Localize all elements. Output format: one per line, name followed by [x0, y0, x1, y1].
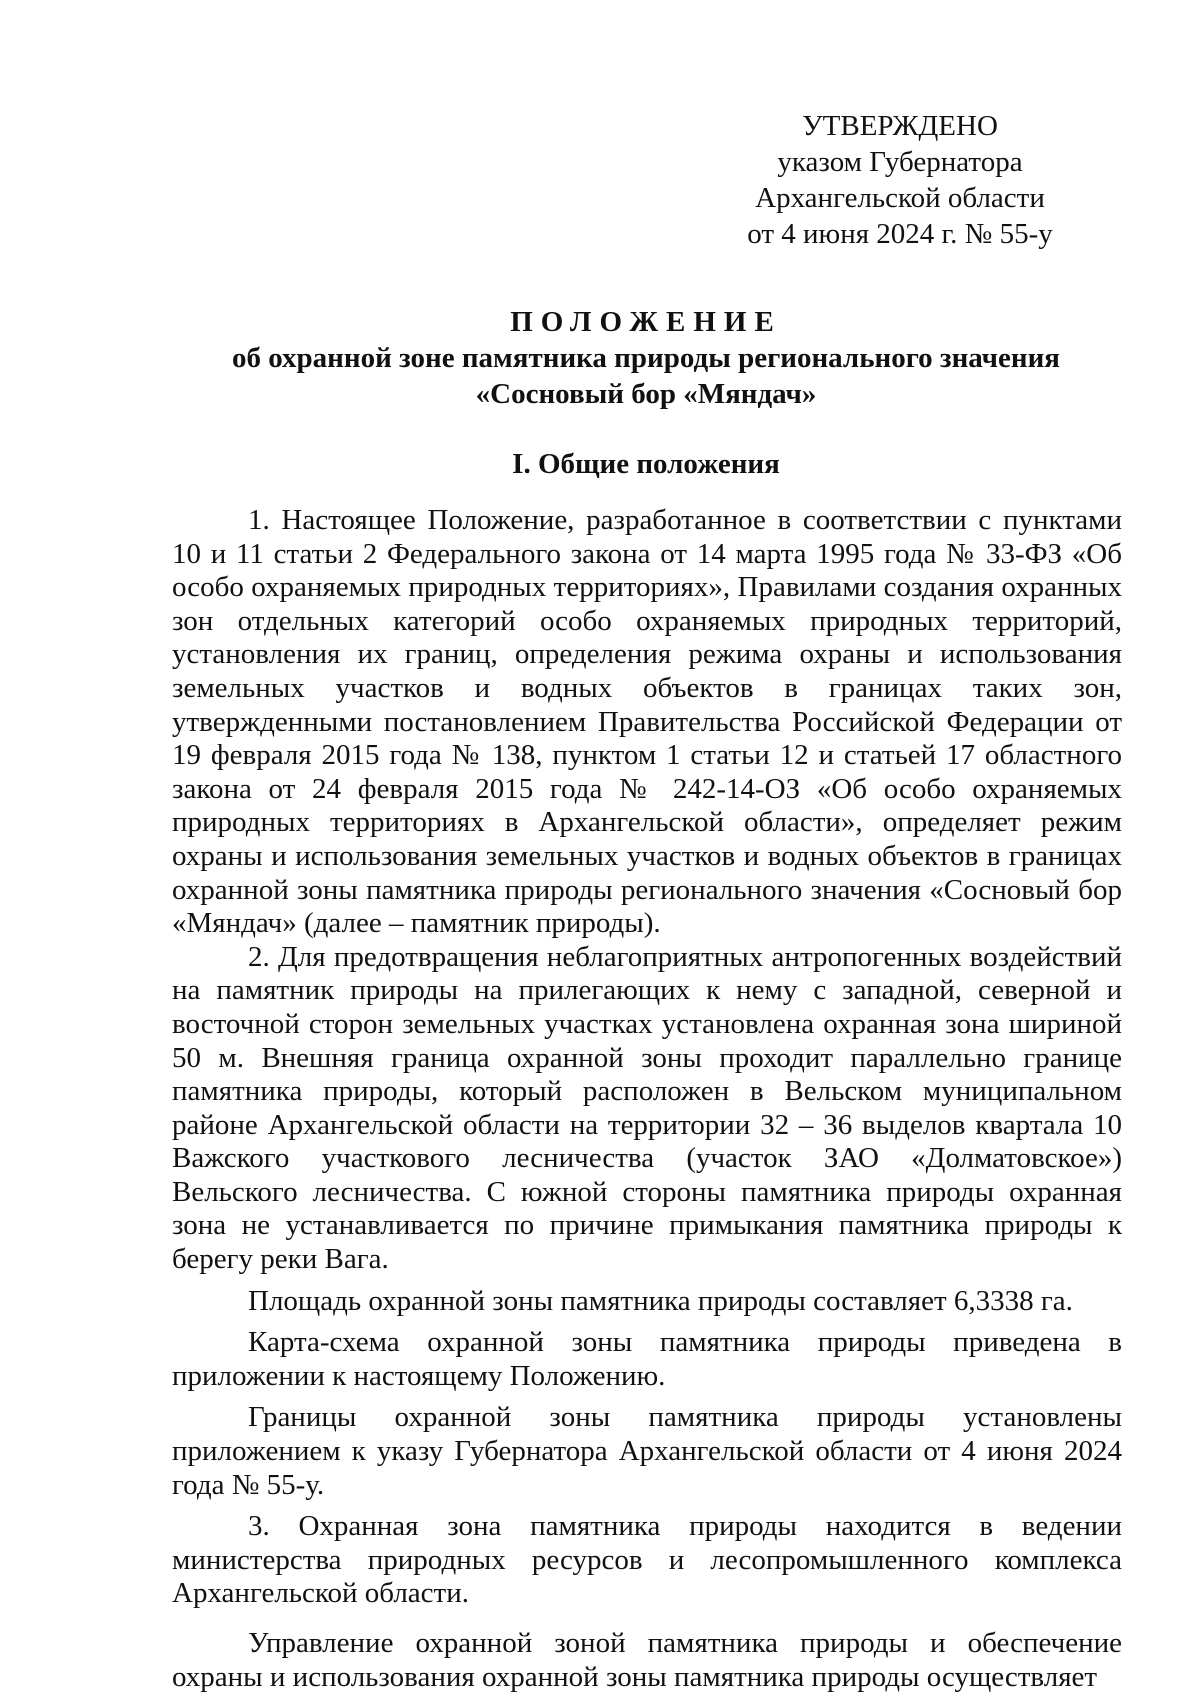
approval-authority: указом Губернатора [777, 146, 1023, 178]
document-title [170, 304, 1122, 412]
approval-region: Архангельской области [755, 182, 1045, 214]
paragraph-map: Карта-схема охранной зоны памятника природы приведена в приложении к настоящему Положению. [172, 1326, 1122, 1392]
paragraph-boundaries: Границы охранной зоны памятника природы установлены приложением к указу Губернатора Архангельской области от 4 июня 2024 года № 55-у. [172, 1401, 1122, 1501]
approval-stamp [730, 108, 1070, 252]
paragraph-2: 2. Для предотвращения неблагоприятных антропогенных воздействий на памятник природы на прилегающих к нему с западной, северной и восточной сторон земельных участках установлена охранная зона шириной 50 м. Внешняя граница охранной зоны проходит параллельно границе памятника природы, который расположен в Вельском муниципальном районе Архангельской области на территории 32 – 36 выделов квартала 10 Важского участкового лесничества (участок ЗАО «Долматовское») Вельского лесничества. С южной стороны памятника природы охранная зона не устанавливается по причине примыкания памятника природы к берегу реки Вага. [172, 940, 1122, 1276]
document-body [172, 504, 1122, 1694]
paragraph-3: 3. Охранная зона памятника природы находится в ведении министерства природных ресурсов и лесопромышленного комплекса Архангельской области. [172, 1510, 1122, 1610]
approval-status: УТВЕРЖДЕНО [802, 110, 998, 142]
paragraph-area: Площадь охранной зоны памятника природы составляет 6,3338 га. [248, 1284, 1073, 1317]
paragraph-1: 1. Настоящее Положение, разработанное в соответствии с пунктами 10 и 11 статьи 2 Федерального закона от 14 марта 1995 года № 33-ФЗ «Об особо охраняемых природных территориях», Правилами создания охранных зон отдельных категорий особо охраняемых природных территорий, установления их границ, определения режима охраны и использования земельных участков и водных объектов в границах таких зон, утвержденными постановлением Правительства Российской Федерации от 19 февраля 2015 года № 138, пунктом 1 статьи 12 и статьей 17 областного закона от 24 февраля 2015 года № 242-14-ОЗ «Об особо охраняемых природных территориях в Архангельской области», определяет режим охраны и использования земельных участков и водных объектов в границах охранной зоны памятника природы регионального значения «Сосновый бор «Мяндач» (далее – памятник природы). [172, 504, 1122, 940]
paragraph-management: Управление охранной зоной памятника природы и обеспечение охраны и использования охранной зоны памятника природы осуществляет [172, 1627, 1122, 1693]
section-heading: I. Общие положения [512, 448, 780, 480]
title-main: ПОЛОЖЕНИЕ [510, 306, 782, 338]
title-subtitle-line1: об охранной зоне памятника природы регионального значения [232, 342, 1060, 374]
approval-date-number: от 4 июня 2024 г. № 55-у [747, 218, 1053, 250]
title-subtitle-line2: «Сосновый бор «Мяндач» [475, 378, 817, 410]
